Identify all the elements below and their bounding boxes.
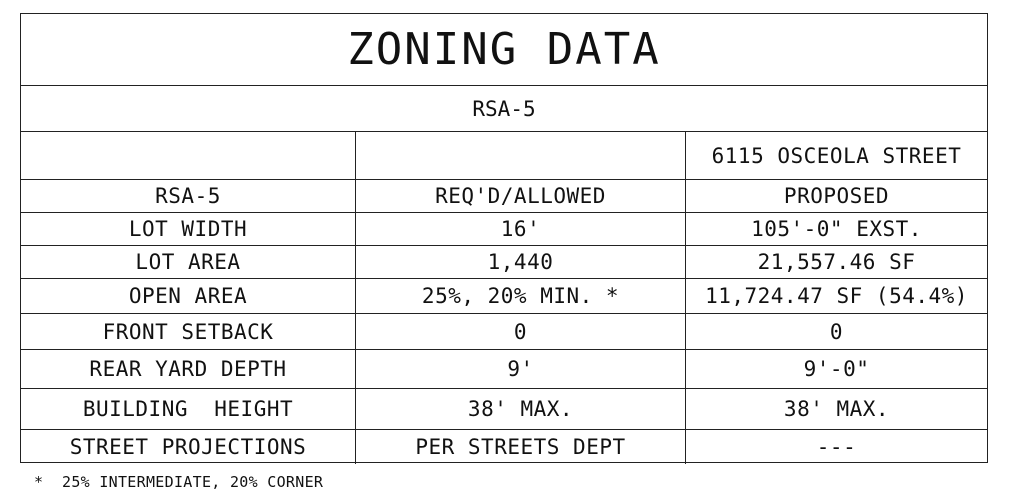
address-row-blank-item <box>21 132 356 179</box>
column-header-required: REQ'D/ALLOWED <box>356 180 686 212</box>
title-row <box>21 14 987 86</box>
row-required: 0 <box>356 314 686 349</box>
table-row <box>21 430 987 464</box>
column-header-item: RSA-5 <box>21 180 356 212</box>
row-item: REAR YARD DEPTH <box>21 350 356 388</box>
row-item: STREET PROJECTIONS <box>21 430 356 464</box>
zone-label: RSA-5 <box>472 96 536 121</box>
table-row <box>21 389 987 430</box>
table-title: ZONING DATA <box>347 24 661 75</box>
address-row-blank-required <box>356 132 686 179</box>
row-required: 16' <box>356 213 686 245</box>
zoning-data-table <box>20 13 988 463</box>
row-item: OPEN AREA <box>21 279 356 313</box>
project-address: 6115 OSCEOLA STREET <box>711 143 962 168</box>
row-required: 1,440 <box>356 246 686 278</box>
row-item: BUILDING HEIGHT <box>21 389 356 429</box>
row-proposed: 38' MAX. <box>783 397 890 421</box>
row-item: FRONT SETBACK <box>21 314 356 349</box>
row-required: 38' MAX. <box>356 389 686 429</box>
row-proposed: 0 <box>829 319 844 344</box>
table-row <box>21 314 987 350</box>
row-proposed: 21,557.46 SF <box>757 250 916 274</box>
column-header-proposed: PROPOSED <box>783 184 890 208</box>
row-proposed: 9'-0" <box>803 357 870 381</box>
row-required: 25%, 20% MIN. * <box>356 279 686 313</box>
table-row <box>21 279 987 314</box>
row-required: 9' <box>356 350 686 388</box>
table-row <box>21 213 987 246</box>
address-row <box>21 132 987 180</box>
table-row <box>21 350 987 389</box>
row-item: LOT AREA <box>21 246 356 278</box>
row-proposed: 105'-0" EXST. <box>751 217 922 241</box>
header-row <box>21 180 987 213</box>
table-row <box>21 246 987 279</box>
row-proposed: --- <box>816 435 857 459</box>
zone-row <box>21 86 987 132</box>
row-proposed: 11,724.47 SF (54.4%) <box>705 284 968 308</box>
row-item: LOT WIDTH <box>21 213 356 245</box>
footnote: * 25% INTERMEDIATE, 20% CORNER <box>34 473 324 491</box>
row-required: PER STREETS DEPT <box>356 430 686 464</box>
